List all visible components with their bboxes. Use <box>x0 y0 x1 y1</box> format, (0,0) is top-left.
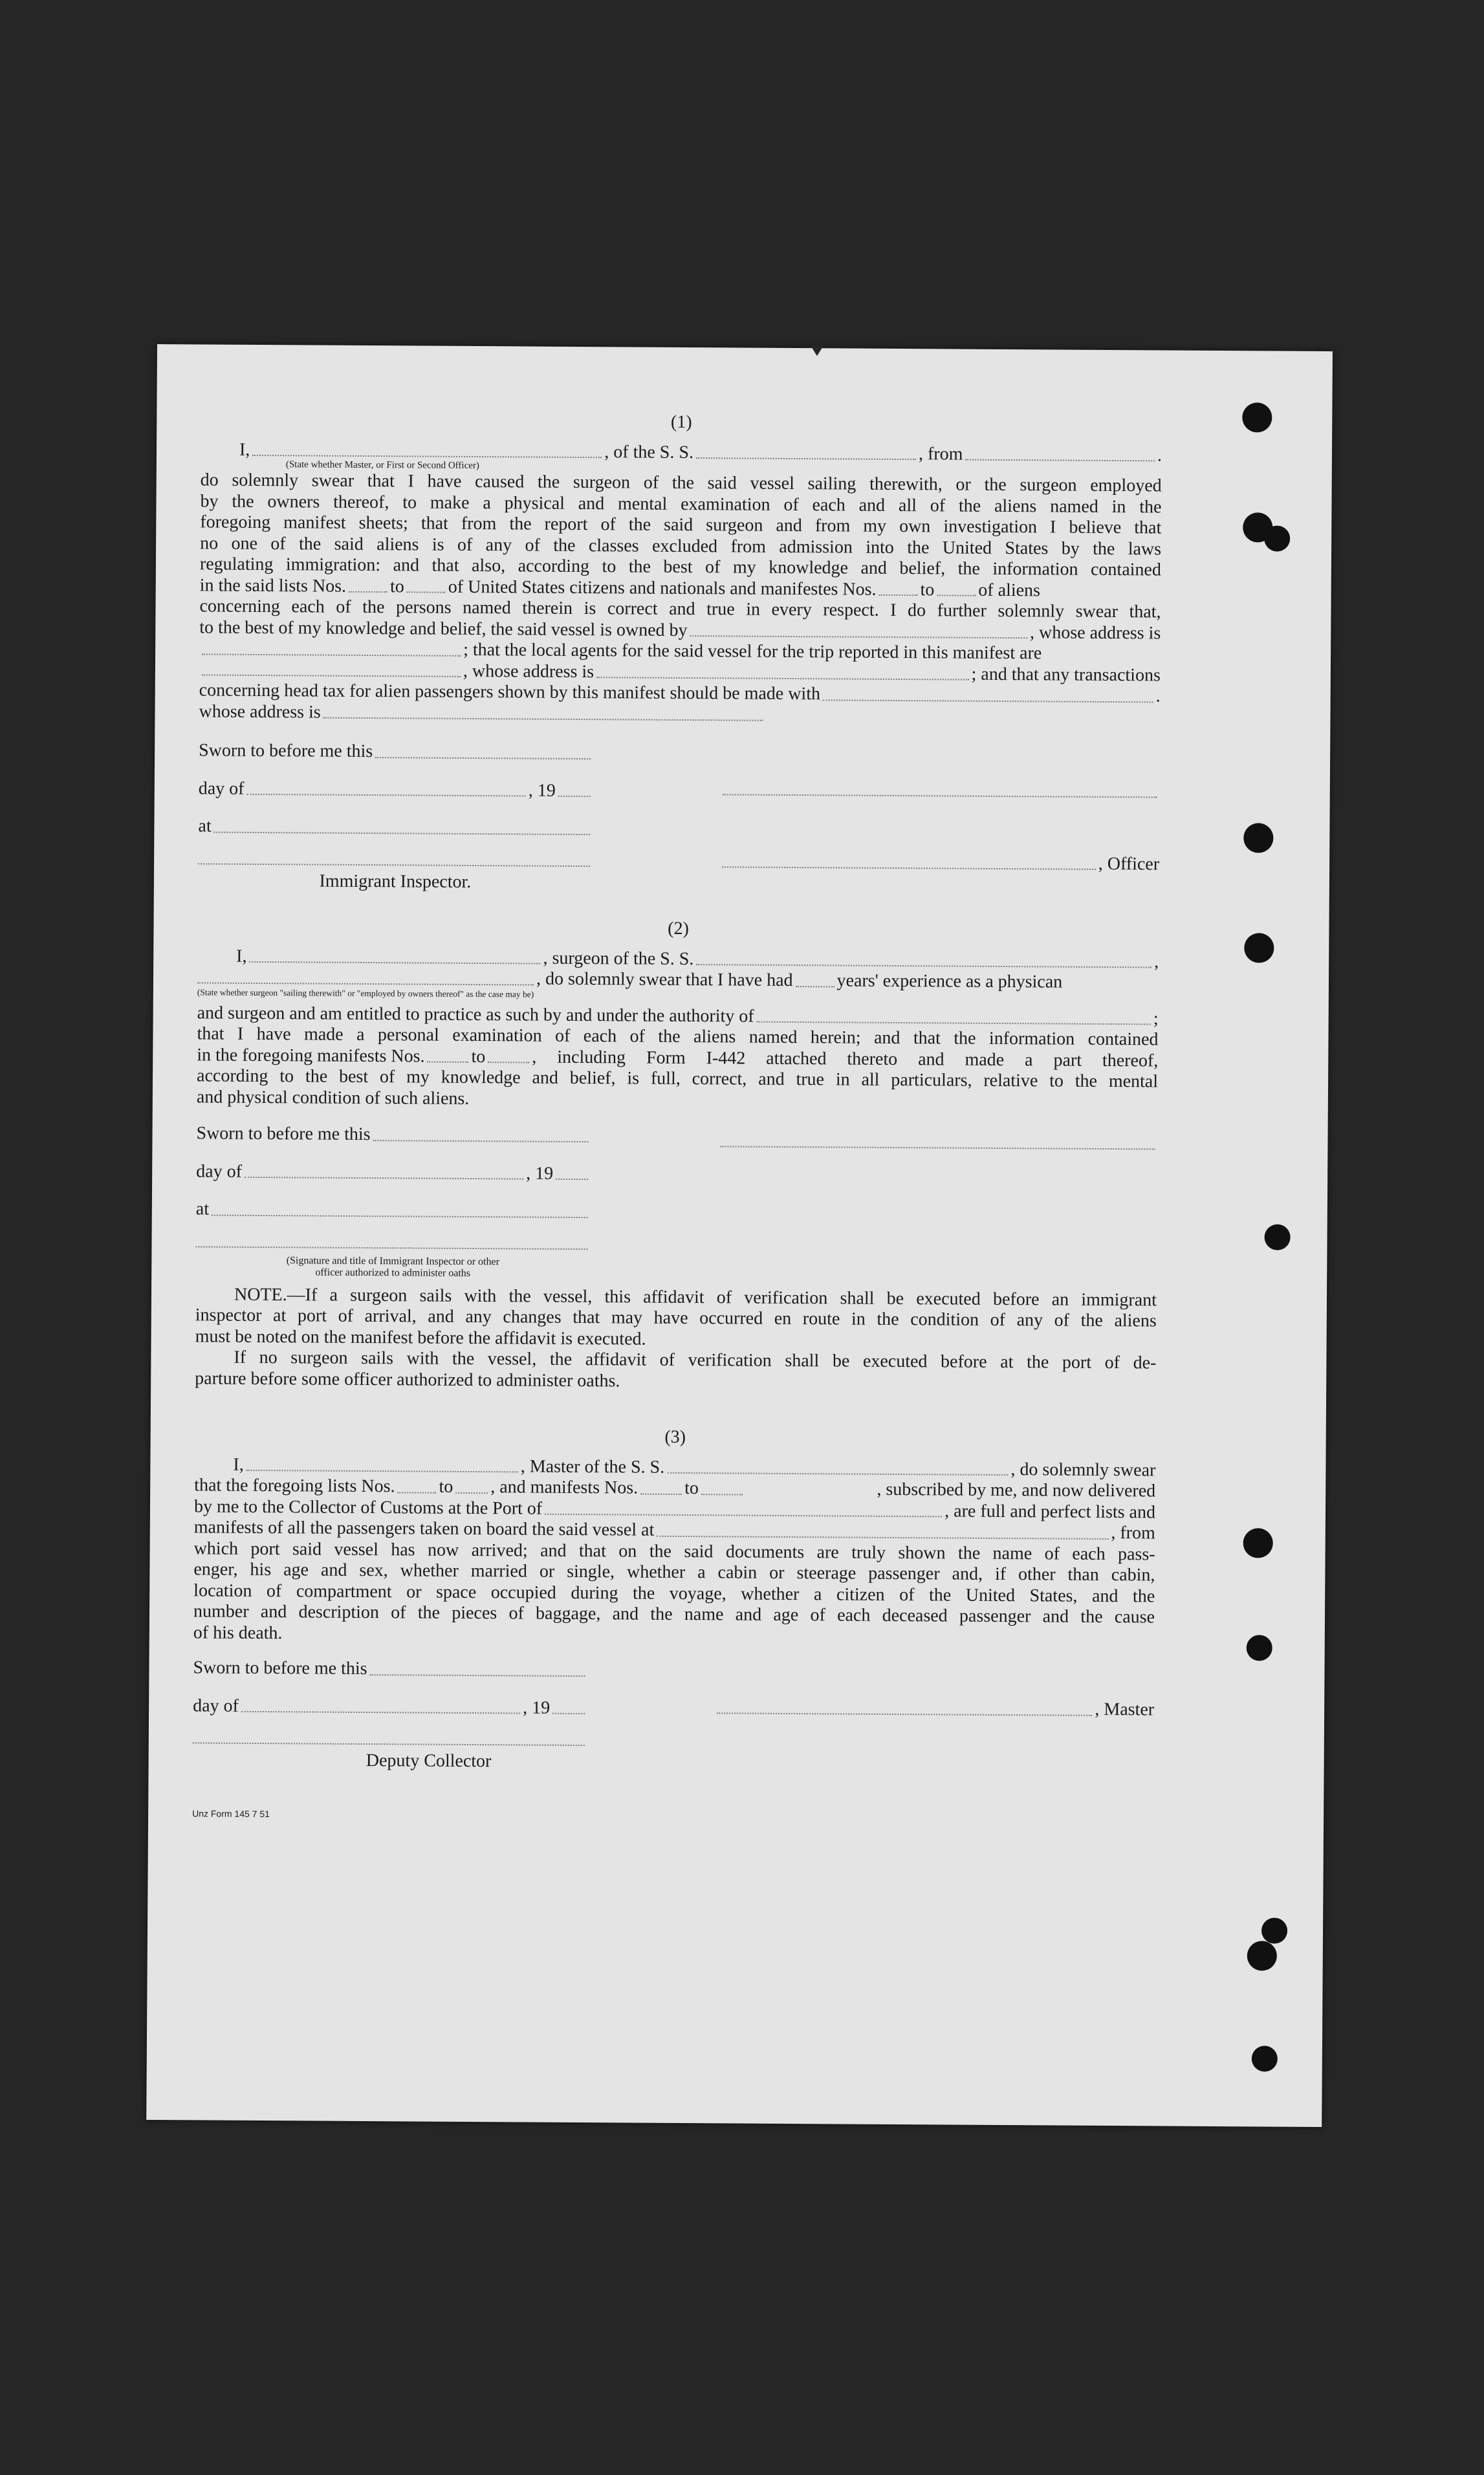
section-number: (1) <box>670 411 692 433</box>
manifest-from-field[interactable] <box>879 594 918 596</box>
label: ; and that any transactions <box>971 664 1161 685</box>
master-title: , Master <box>1095 1699 1155 1720</box>
label: , do solemnly swear <box>1010 1459 1156 1480</box>
paragraph-line: no one of the said aliens is of any of the classes excluded from admission into the United States by the laws <box>200 532 1162 559</box>
label: , 19 <box>526 1163 554 1184</box>
label: . <box>1157 444 1162 465</box>
sworn-year-field[interactable] <box>552 1713 585 1714</box>
deputy-collector-title: Deputy Collector <box>366 1750 492 1772</box>
label: by me to the Collector of Customs at the Port of <box>193 1496 543 1519</box>
label: at <box>198 816 212 836</box>
label: , from <box>918 443 963 464</box>
label: to <box>439 1476 453 1497</box>
label: ; that the local agents for the said vessel for the trip reported in this manifest are <box>463 639 1042 664</box>
label: , Master of the S. S. <box>520 1456 665 1477</box>
label: whose address is <box>199 701 321 723</box>
section-2 <box>195 915 1159 1395</box>
paragraph-line: foregoing manifest sheets; that from the report of the said surgeon and from my own investigation I believe that <box>200 512 1162 538</box>
label: that the foregoing lists Nos. <box>194 1475 395 1497</box>
sworn-day-field[interactable] <box>373 1140 589 1142</box>
note-line: NOTE.—If a surgeon sails with the vessel, this affidavit of verification shall be executed before an immigrant <box>234 1284 1157 1310</box>
list-from-field[interactable] <box>349 591 387 593</box>
surgeon-vessel-field[interactable] <box>696 964 1151 968</box>
paragraph-line: regulating immigration: and that also, according to the best of my knowledge and belief, the information contained <box>199 554 1161 580</box>
surgeon-status-field[interactable] <box>197 982 534 985</box>
master-signature-field[interactable] <box>717 1712 1092 1716</box>
label: in the foregoing manifests Nos. <box>197 1044 425 1067</box>
label: at <box>195 1199 210 1219</box>
vessel-name-field[interactable] <box>696 457 916 460</box>
label: , of the S. S. <box>604 441 694 463</box>
sworn-place-field[interactable] <box>214 831 591 835</box>
punch-hole <box>1244 933 1274 963</box>
paragraph-line: which port said vessel has now arrived; and that on the said documents are truly shown the name of each pass- <box>193 1538 1155 1564</box>
label: , <box>1154 951 1159 972</box>
sworn-day-field[interactable] <box>375 757 591 759</box>
label: I, <box>233 1454 244 1475</box>
paragraph-line: location of compartment or space occupied during the voyage, whether a citizen of the United States, and the <box>193 1580 1155 1606</box>
label: to <box>389 576 404 596</box>
owner-address-field[interactable] <box>202 653 461 656</box>
manifest-to-field[interactable] <box>701 1494 743 1495</box>
punch-hole <box>1247 1635 1272 1661</box>
surgeon-name-field[interactable] <box>249 961 540 965</box>
head-tax-address-field[interactable] <box>323 717 763 721</box>
punch-hole <box>1264 1224 1290 1250</box>
label: , are full and perfect lists and <box>944 1500 1156 1522</box>
section-number: (3) <box>664 1426 686 1448</box>
label: concerning head tax for alien passengers shown by this manifest should be made with <box>199 680 821 704</box>
label: Sworn to before me this <box>193 1657 367 1679</box>
signature-field[interactable] <box>195 1246 587 1250</box>
punch-hole <box>1243 823 1273 853</box>
paragraph-line: concerning each of the persons named therein is correct and true in every respect. I do further solemnly swear that, <box>199 596 1161 622</box>
list-to-field[interactable] <box>407 591 446 593</box>
paragraph-line: by the owners thereof, to make a physical and mental examination of each and all of the aliens named in the <box>200 490 1162 517</box>
sworn-year-field[interactable] <box>558 796 591 797</box>
note-line: must be noted on the manifest before the affidavit is executed. <box>195 1325 646 1349</box>
label: , including Form I-442 attached thereto and made a part thereof, <box>532 1047 1159 1071</box>
master-name-field[interactable] <box>246 1470 518 1473</box>
label: years' experience as a physican <box>836 970 1063 992</box>
label: to <box>471 1046 486 1067</box>
collector-signature-field[interactable] <box>193 1742 585 1746</box>
label: Sworn to before me this <box>196 1123 371 1145</box>
boarding-port-field[interactable] <box>657 1535 1108 1539</box>
label: day of <box>198 778 245 799</box>
label: , surgeon of the S. S. <box>543 948 694 969</box>
sworn-month-field[interactable] <box>247 794 526 797</box>
officer-name-field[interactable] <box>252 455 602 458</box>
paragraph-line: number and description of the pieces of baggage, and the name and age of each deceased passenger and the cause <box>193 1601 1155 1628</box>
label: . <box>1155 686 1161 706</box>
sworn-month-field[interactable] <box>245 1177 523 1180</box>
signature-caption: officer authorized to administer oaths <box>315 1267 471 1279</box>
label: , do solemnly swear that I have had <box>536 968 793 991</box>
label: in the said lists Nos. <box>199 574 347 596</box>
list-to-field[interactable] <box>455 1492 488 1493</box>
form-identifier: Unz Form 145 7 51 <box>192 1807 270 1819</box>
label: I, <box>239 439 250 460</box>
manifest-to-field[interactable] <box>937 594 976 596</box>
field-caption: (State whether Master, or First or Second Officer) <box>285 459 479 472</box>
label: day of <box>196 1161 243 1182</box>
note-line: parture before some officer authorized to administer oaths. <box>195 1368 620 1391</box>
field-caption: (State whether surgeon "sailing therewith" or "employed by owners thereof" as the case may be) <box>197 987 534 999</box>
label: I, <box>236 946 247 966</box>
surgeon-signature-field[interactable] <box>720 1146 1155 1150</box>
sworn-month-field[interactable] <box>241 1711 520 1714</box>
sworn-day-field[interactable] <box>369 1674 585 1677</box>
port-field[interactable] <box>545 1514 942 1518</box>
paragraph-line: of his death. <box>193 1622 283 1643</box>
agents-field[interactable] <box>202 674 461 677</box>
owner-field[interactable] <box>690 635 1028 638</box>
section-3 <box>192 1424 1156 1829</box>
punch-hole <box>1243 1528 1273 1558</box>
signature-caption: (Signature and title of Immigrant Inspector or other <box>286 1254 500 1267</box>
label: of United States citizens and nationals and manifestes Nos. <box>448 576 877 600</box>
label: Sworn to before me this <box>199 740 373 762</box>
paragraph-line: that I have made a personal examination of each of the aliens named herein; and that the information contained <box>197 1023 1159 1050</box>
punch-hole <box>1261 1917 1287 1943</box>
label: manifests of all the passengers taken on board the said vessel at <box>193 1517 655 1540</box>
label: , 19 <box>528 780 556 801</box>
head-tax-contact-field[interactable] <box>823 699 1153 703</box>
punch-hole <box>1247 1941 1277 1970</box>
inspector-signature-field[interactable] <box>198 863 590 867</box>
label: to the best of my knowledge and belief, the said vessel is owned by <box>199 616 688 640</box>
manifest-from-field[interactable] <box>640 1493 682 1494</box>
paper-notch <box>811 345 824 356</box>
section-number: (2) <box>668 918 689 939</box>
authority-field[interactable] <box>757 1021 1151 1025</box>
master-vessel-field[interactable] <box>667 1472 1008 1476</box>
years-experience-field[interactable] <box>796 986 835 987</box>
sworn-year-field[interactable] <box>556 1179 588 1180</box>
section-1 <box>198 409 1162 897</box>
label: , and manifests Nos. <box>490 1477 638 1498</box>
officer-signature-field[interactable] <box>722 866 1096 870</box>
form-body <box>192 409 1162 1829</box>
note-line: inspector at port of arrival, and any changes that may have occurred en route in the condition of any of the aliens <box>195 1305 1157 1331</box>
label: to <box>920 579 935 600</box>
note-line: If no surgeon sails with the vessel, the affidavit of verification shall be executed before at the port of de- <box>234 1347 1157 1373</box>
manifest-affidavit-sheet <box>146 344 1333 2127</box>
manifest-to-field[interactable] <box>488 1062 529 1063</box>
label: , whose address is <box>1030 622 1161 643</box>
label: , whose address is <box>463 660 595 682</box>
label: ; <box>1153 1008 1159 1029</box>
label: to <box>684 1478 699 1499</box>
paragraph-line: do solemnly swear that I have caused the surgeon of the said vessel sailing therewith, or the surgeon employed <box>200 470 1162 496</box>
punch-hole <box>1242 402 1272 432</box>
manifest-from-field[interactable] <box>428 1062 469 1063</box>
label: , 19 <box>523 1697 551 1718</box>
paragraph-line: enger, his age and sex, whether married or single, whether a cabin or steerage passenger and, if other than cabin, <box>193 1559 1155 1586</box>
label: day of <box>193 1695 239 1716</box>
punch-hole <box>1252 2045 1278 2071</box>
inspector-title: Immigrant Inspector. <box>319 871 472 892</box>
agents-address-field[interactable] <box>596 677 968 681</box>
punch-hole <box>1264 525 1290 551</box>
officer-title: , Officer <box>1098 853 1160 874</box>
label: of aliens <box>978 580 1041 600</box>
paragraph-line: and physical condition of such aliens. <box>196 1086 470 1109</box>
label: , subscribed by me, and now delivered <box>877 1479 1156 1501</box>
list-from-field[interactable] <box>397 1492 436 1493</box>
officer-signature-line[interactable] <box>723 794 1157 798</box>
sworn-place-field[interactable] <box>212 1214 588 1218</box>
paragraph-line: according to the best of my knowledge and belief, is full, correct, and true in all particulars, relative to the mental <box>196 1065 1159 1092</box>
departure-port-field[interactable] <box>965 459 1155 462</box>
label: and surgeon and am entitled to practice as such by and under the authority of <box>197 1002 754 1027</box>
label: , from <box>1111 1523 1155 1543</box>
